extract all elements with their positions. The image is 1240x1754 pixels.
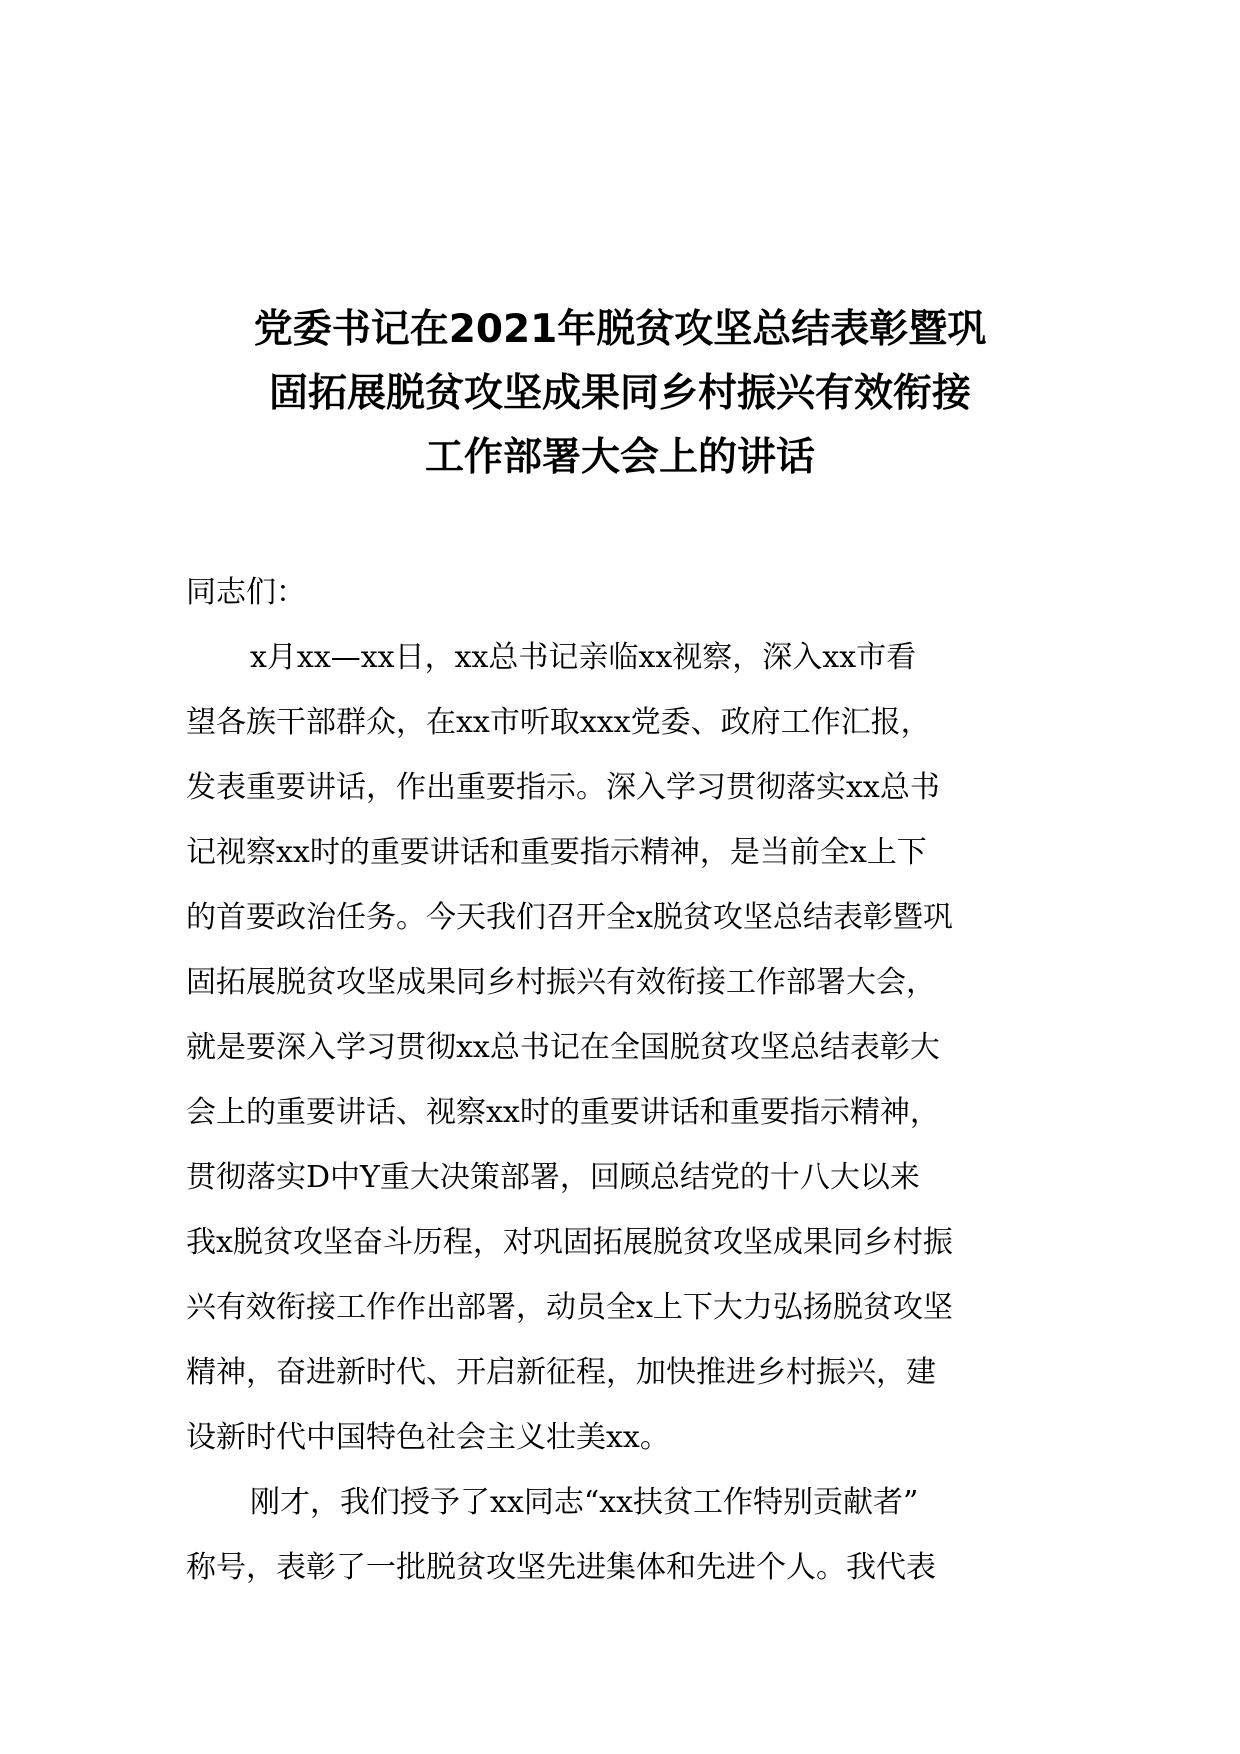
title-line: 党委书记在2021年脱贫攻坚总结表彰暨巩 <box>253 307 987 352</box>
paragraph-line: 兴有效衔接工作作出部署，动员全x上下大力弘扬脱贫攻坚 <box>186 1290 953 1325</box>
paragraph-2 <box>186 1470 1056 1600</box>
paragraph-line: 的首要政治任务。今天我们召开全x脱贫攻坚总结表彰暨巩 <box>186 900 953 935</box>
paragraph-line: 精神，奋进新时代、开启新征程，加快推进乡村振兴，建 <box>186 1355 936 1390</box>
paragraph-line: 望各族干部群众，在xx市听取xxx党委、政府工作汇报， <box>186 705 931 740</box>
document-body <box>186 560 1056 1600</box>
title-line: 固拓展脱贫攻坚成果同乡村振兴有效衔接 <box>268 371 971 416</box>
salutation: 同志们： <box>186 575 306 610</box>
paragraph-line: 我x脱贫攻坚奋斗历程，对巩固拓展脱贫攻坚成果同乡村振 <box>186 1225 953 1260</box>
paragraph-line: 固拓展脱贫攻坚成果同乡村振兴有效衔接工作部署大会， <box>186 965 936 1000</box>
paragraph-line: 刚才，我们授予了xx同志“xx扶贫工作特别贡献者” <box>250 1485 919 1520</box>
paragraph-line: 会上的重要讲话、视察xx时的重要讲话和重要指示精神， <box>186 1095 940 1130</box>
paragraph-line: 记视察xx时的重要讲话和重要指示精神，是当前全x上下 <box>186 835 927 870</box>
document-title <box>150 298 1090 490</box>
paragraph-1 <box>186 625 1056 1470</box>
paragraph-line: 贯彻落实D中Y重大决策部署，回顾总结党的十八大以来 <box>186 1160 920 1195</box>
paragraph-line: 就是要深入学习贯彻xx总书记在全国脱贫攻坚总结表彰大 <box>186 1030 940 1065</box>
paragraph-line: 称号，表彰了一批脱贫攻坚先进集体和先进个人。我代表 <box>186 1550 936 1585</box>
title-line: 工作部署大会上的讲话 <box>424 435 815 480</box>
paragraph-line: 发表重要讲话，作出重要指示。深入学习贯彻落实xx总书 <box>186 770 940 805</box>
paragraph-line: x月xx—xx日，xx总书记亲临xx视察，深入xx市看 <box>250 640 917 675</box>
paragraph-line: 设新时代中国特色社会主义壮美xx。 <box>186 1420 670 1455</box>
